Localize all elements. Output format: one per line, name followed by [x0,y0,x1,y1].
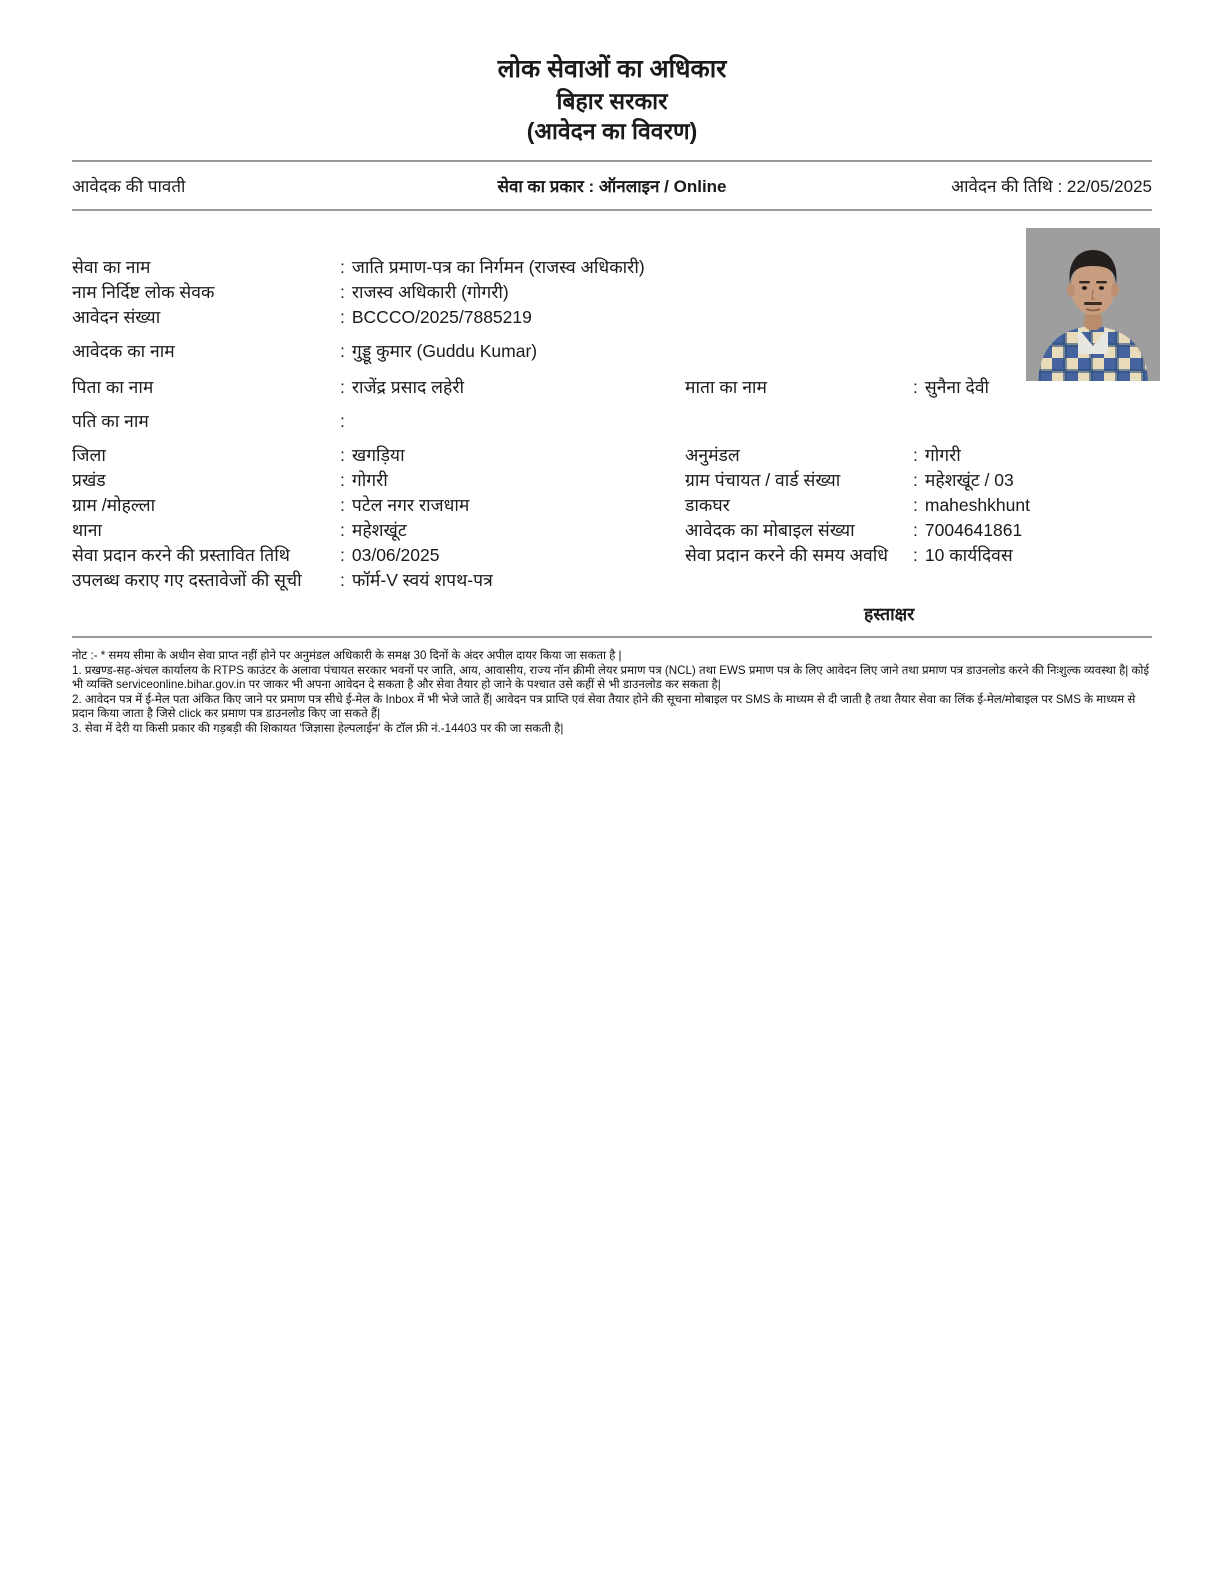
field-label: ग्राम पंचायत / वार्ड संख्या [685,470,841,490]
field-value: : BCCCO/2025/7885219 [340,307,532,327]
field-label: सेवा प्रदान करने की प्रस्तावित तिथि [72,545,290,565]
field-value: : फॉर्म-V स्वयं शपथ-पत्र [340,570,493,590]
field-label: आवेदन संख्या [72,307,161,327]
application-fields [72,211,1152,593]
field-label: अनुमंडल [685,445,740,465]
application-date: आवेदन की तिथि : 22/05/2025 [951,177,1152,196]
field-value: : महेशखूंट / 03 [913,470,1014,490]
field-value: : राजेंद्र प्रसाद लहेरी [340,377,465,397]
field-row-application-number [72,305,1152,330]
document-content [72,0,1152,737]
field-row-police-mobile [72,518,1152,543]
field-value: : पटेल नगर राजधाम [340,495,470,515]
field-row-father-mother [72,375,1152,400]
field-value: : सुनैना देवी [913,377,990,397]
field-label: ग्राम /मोहल्ला [72,495,156,515]
field-label: आवेदक का नाम [72,341,175,361]
note-appeal: नोट :- * समय सीमा के अधीन सेवा प्राप्त नहीं होने पर अनुमंडल अधिकारी के समक्ष 30 दिनों के अंदर अपील दायर किया जा सकता है | [72,649,622,662]
field-label: आवेदक का मोबाइल संख्या [685,520,855,540]
field-row-public-servant [72,280,1152,305]
field-value: : गोगरी [340,470,388,490]
field-label: पिता का नाम [72,377,154,397]
field-label: पति का नाम [72,411,149,431]
field-value: : गोगरी [913,445,961,465]
field-row-block-panchayat [72,468,1152,493]
field-value: : जाति प्रमाण-पत्र का निर्गमन (राजस्व अधिकारी) [340,257,645,277]
field-label: प्रखंड [72,470,106,490]
field-value: : [340,411,345,431]
field-value: : maheshkhunt [913,495,1030,515]
field-label: डाकघर [685,495,730,515]
field-row-applicant-name [72,339,1152,364]
field-label: जिला [72,445,106,465]
notes-section [72,649,1152,737]
field-value: : 10 कार्यदिवस [913,545,1013,565]
field-label: माता का नाम [685,377,767,397]
field-value: : 7004641861 [913,520,1023,540]
org-title: लोक सेवाओं का अधिकार [497,55,727,83]
field-label: थाना [72,520,102,540]
receipt-label: आवेदक की पावती [72,177,186,196]
field-value: : 03/06/2025 [340,545,440,565]
doc-subtitle: (आवेदन का विवरण) [526,118,698,144]
applicant-photo [1026,228,1160,381]
field-value: : खगड़िया [340,445,405,465]
field-label: नाम निर्दिष्ट लोक सेवक [72,282,215,302]
document-header [72,0,1152,146]
note-1: 1. प्रखण्ड-सह-अंचल कार्यालय के RTPS काउंटर के अलावा पंचायत सरकार भवनों पर जाति, आय, आवासीय, राज्य नॉन क्रीमी लेयर प्रमाण पत्र (NCL) तथा EWS प्रमाण पत्र के लिए आवेदन लिए जाने तथा प्रमाण पत्र डाउनलोड करने की निःशुल्क व्यवस्था है| कोई भी व्यक्ति serviceonline.bihar.gov.in पर जाकर भी अपना आवेदन दे सकता है और सेवा तैयार हो जाने के पश्चात उसे कहीं से भी डाउनलोड कर सकता है| [72,663,1150,692]
field-value: : राजस्व अधिकारी (गोगरी) [340,282,509,302]
field-row-district-subdivision [72,443,1152,468]
field-label: सेवा प्रदान करने की समय अवधि [685,545,889,565]
field-row-service-date-duration [72,543,1152,568]
govt-title: बिहार सरकार [556,88,668,114]
signature-label: हस्ताक्षर [864,604,915,624]
field-row-service-name [72,255,1152,280]
service-type: सेवा का प्रकार : ऑनलाइन / Online [497,177,727,196]
field-value: : गुड्डू कुमार (Guddu Kumar) [340,341,538,361]
note-3: 3. सेवा में देरी या किसी प्रकार की गड़बड़ी की शिकायत 'जिज्ञासा हेल्पलाईन' के टॉल फ्री नं.-14403 पर की जा सकती है| [72,721,564,735]
field-value: : महेशखूंट [340,520,407,540]
meta-bar [72,162,1152,209]
field-label: सेवा का नाम [72,257,151,277]
divider-bottom [72,636,1152,638]
field-row-documents [72,568,1152,593]
field-row-husband [72,409,1152,434]
note-2: 2. आवेदन पत्र में ई-मेल पता अंकित किए जाने पर प्रमाण पत्र सीधे ई-मेल के Inbox में भी भेजे जाते हैं| आवेदन पत्र प्राप्ति एवं सेवा तैयार होने की सूचना मोबाइल पर SMS के माध्यम से दी जाती है तथा तैयार सेवा का लिंक ई-मेल/मोबाइल पर SMS के माध्यम से प्रदान किया जाता है जिसे click कर प्रमाण पत्र डाउनलोड किए जा सकते हैं| [72,692,1136,721]
field-row-village-postoffice [72,493,1152,518]
field-label: उपलब्ध कराए गए दस्तावेजों की सूची [72,570,302,590]
